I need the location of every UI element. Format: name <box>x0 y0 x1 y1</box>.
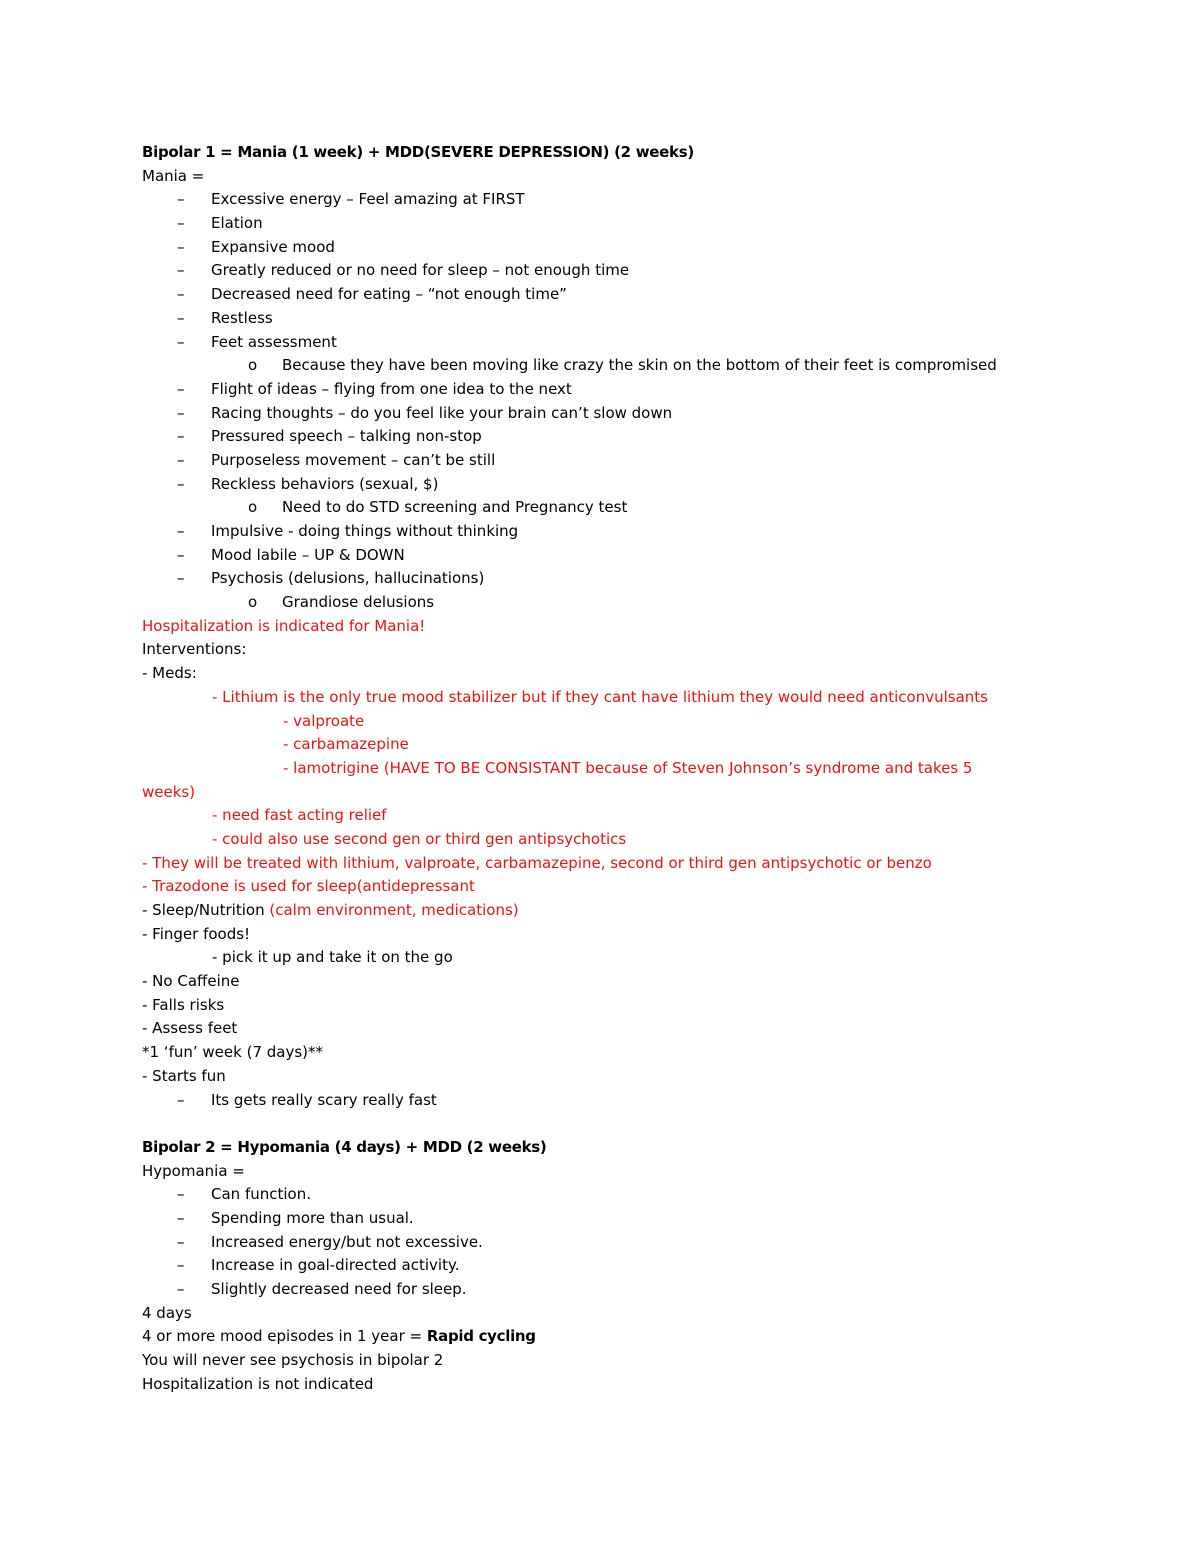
list-item: – Pressured speech – talking non-stop <box>177 427 482 446</box>
list-item: – Increased energy/but not excessive. <box>177 1232 483 1251</box>
no-caffeine-note: - No Caffeine <box>142 972 240 991</box>
meds-label: - Meds: <box>142 664 197 683</box>
list-item: – Reckless behaviors (sexual, $) <box>177 474 439 493</box>
no-psychosis-note: You will never see psychosis in bipolar 2 <box>142 1351 444 1370</box>
sub-list-item: o Need to do STD screening and Pregnancy test <box>248 498 628 517</box>
list-item: – Impulsive - doing things without thinking <box>177 522 519 540</box>
antipsychotics-note: - could also use second gen or third gen antipsychotics <box>212 829 627 848</box>
lithium-note: - Lithium is the only true mood stabilizer but if they cant have lithium they would need anticonvulsants <box>212 687 989 706</box>
bipolar-1-heading: Bipolar 1 = Mania (1 week) + MDD(SEVERE DEPRESSION) (2 weeks) <box>142 143 694 161</box>
hospitalization-note: Hospitalization is indicated for Mania! <box>142 616 426 635</box>
bipolar-2-heading: Bipolar 2 = Hypomania (4 days) + MDD (2 weeks) <box>142 1137 547 1156</box>
finger-foods-note: - Finger foods! <box>142 924 251 943</box>
lamotrigine-item: - lamotrigine (HAVE TO BE CONSISTANT because of Steven Johnson’s syndrome and takes 5 <box>283 758 973 777</box>
fast-relief-note: - need fast acting relief <box>212 806 387 825</box>
hospitalization-not-indicated-note: Hospitalization is not indicated <box>142 1374 374 1393</box>
list-item: – Flight of ideas – flying from one idea to the next <box>177 379 572 398</box>
falls-risk-note: - Falls risks <box>142 995 225 1014</box>
list-item: – Racing thoughts – do you feel like your brain can’t slow down <box>177 403 673 422</box>
notes-content <box>142 141 1022 1396</box>
list-item: – Purposeless movement – can’t be still <box>177 450 496 469</box>
trazodone-note: - Trazodone is used for sleep(antidepressant <box>142 877 475 896</box>
valproate-item: - valproate <box>283 711 365 730</box>
hypomania-label: Hypomania = <box>142 1161 245 1180</box>
starts-fun-note: - Starts fun <box>142 1066 226 1085</box>
list-item: – Excessive energy – Feel amazing at FIRST <box>177 190 525 209</box>
list-item: – Spending more than usual. <box>177 1208 414 1227</box>
fun-week-note: *1 ‘fun’ week (7 days)** <box>142 1043 324 1062</box>
carbamazepine-item: - carbamazepine <box>283 735 409 754</box>
lamotrigine-continuation: weeks) <box>142 782 196 801</box>
list-item: – Increase in goal-directed activity. <box>177 1256 460 1275</box>
list-item: – Greatly reduced or no need for sleep – not enough time <box>177 261 630 280</box>
sub-list-item: o Grandiose delusions <box>248 593 435 612</box>
four-days-note: 4 days <box>142 1303 192 1322</box>
interventions-label: Interventions: <box>142 640 247 659</box>
list-item: – Its gets really scary really fast <box>177 1090 437 1109</box>
rapid-cycling-note: 4 or more mood episodes in 1 year = Rapid cycling <box>142 1327 536 1346</box>
pick-it-up-note: - pick it up and take it on the go <box>212 948 453 967</box>
list-item: – Slightly decreased need for sleep. <box>177 1280 467 1298</box>
spacer <box>142 1112 1022 1136</box>
list-item: – Elation <box>177 214 263 233</box>
mania-label: Mania = <box>142 166 205 185</box>
sub-list-item: o Because they have been moving like crazy the skin on the bottom of their feet is compromised <box>248 356 997 375</box>
list-item: – Restless <box>177 308 273 327</box>
list-item: – Expansive mood <box>177 237 335 256</box>
list-item: – Decreased need for eating – “not enough time” <box>177 285 567 304</box>
sleep-nutrition-note: - Sleep/Nutrition (calm environment, medications) <box>142 901 519 919</box>
list-item: – Can function. <box>177 1185 311 1204</box>
assess-feet-note: - Assess feet <box>142 1019 238 1038</box>
list-item: – Psychosis (delusions, hallucinations) <box>177 569 485 588</box>
list-item: – Mood labile – UP & DOWN <box>177 545 405 564</box>
treatment-summary: - They will be treated with lithium, valproate, carbamazepine, second or third gen antipsychotic or benzo <box>142 853 932 872</box>
list-item: – Feet assessment <box>177 332 337 351</box>
